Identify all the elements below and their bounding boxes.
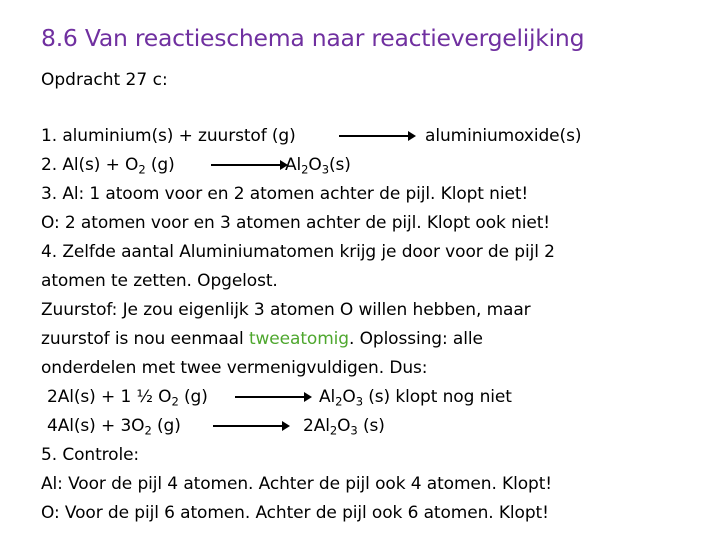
line-9: onderdelen met twee vermenigvuldigen. Dus: xyxy=(41,358,428,378)
reactants-formula: 2Al(s) + 1 ½ $O_2$ (g) xyxy=(47,387,208,409)
reaction-arrow-icon xyxy=(339,135,413,137)
line-2-formula-scheme xyxy=(41,151,713,180)
products-text: aluminiumoxide(s) xyxy=(425,126,582,146)
reaction-arrow-icon xyxy=(213,425,287,427)
line-13: Al: Voor de pijl 4 atomen. Achter de pijl ook 4 atomen. Klopt! xyxy=(41,474,552,494)
line-8: zuurstof is nou eenmaal tweeatomig. Oplossing: alle xyxy=(41,329,483,349)
product-formula: $Al_2O_3$ (s) klopt nog niet xyxy=(319,387,512,409)
line-6: atomen te zetten. Opgelost. xyxy=(41,271,278,291)
slide-body xyxy=(41,122,713,528)
line-12: 5. Controle: xyxy=(41,445,140,465)
line-11-equation xyxy=(41,412,713,441)
line-14: O: Voor de pijl 6 atomen. Achter de pijl ook 6 atomen. Klopt! xyxy=(41,503,549,523)
product-formula: $Al_2O_3(s)$ xyxy=(285,155,351,177)
line-10-equation xyxy=(41,383,713,412)
line-1-word-scheme xyxy=(41,122,713,151)
slide-title: 8.6 Van reactieschema naar reactievergelijking xyxy=(41,24,585,52)
highlighted-term: tweeatomig xyxy=(248,329,349,349)
reactants-formula: $4Al(s) + 3O_2$ (g) xyxy=(47,416,181,438)
reactants-formula: 2. $Al(s) + O_2$ (g) xyxy=(41,155,175,177)
reaction-arrow-icon xyxy=(211,164,285,166)
line-5: 4. Zelfde aantal Aluminiumatomen krijg je door voor de pijl 2 xyxy=(41,242,555,262)
reaction-arrow-icon xyxy=(235,396,309,398)
reactants-text: 1. aluminium(s) + zuurstof (g) xyxy=(41,126,296,146)
product-formula: $2Al_2O_3$ (s) xyxy=(303,416,385,438)
line-3: 3. Al: 1 atoom voor en 2 atomen achter de pijl. Klopt niet! xyxy=(41,184,529,204)
line-4: O: 2 atomen voor en 3 atomen achter de pijl. Klopt ook niet! xyxy=(41,213,551,233)
assignment-label: Opdracht 27 c: xyxy=(41,70,168,90)
line-7: Zuurstof: Je zou eigenlijk 3 atomen O willen hebben, maar xyxy=(41,300,531,320)
